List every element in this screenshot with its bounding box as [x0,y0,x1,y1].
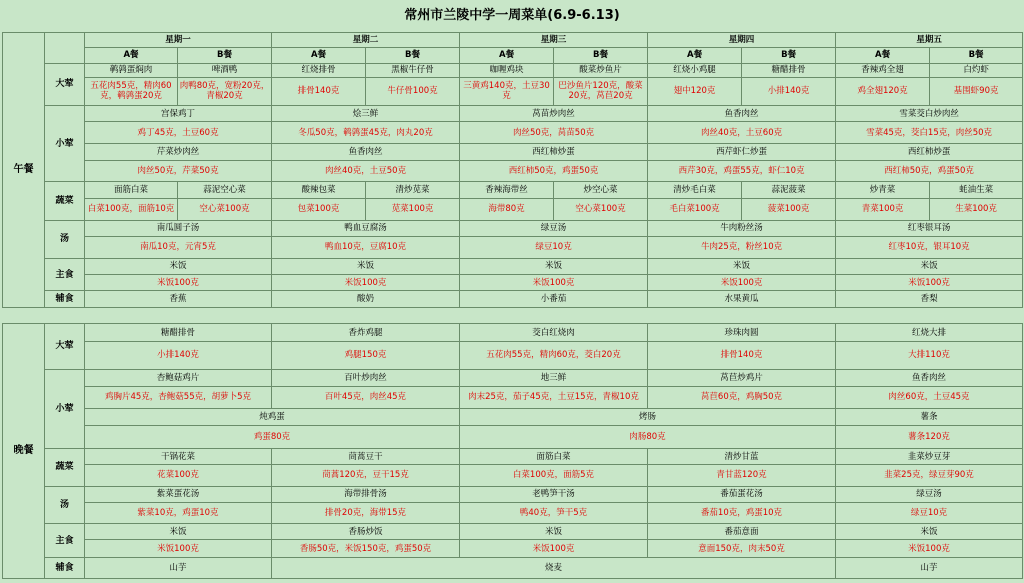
dish-ingredients: 翅中120克 [648,77,742,105]
category-side: 辅食 [45,291,85,308]
dish-ingredients: 小排140克 [742,77,836,105]
dish-name: 咖喱鸡块 [460,63,554,77]
dish-ingredients: 牛仔骨100克 [366,77,460,105]
category-soup: 汤 [45,220,85,258]
dish-name: 海带排骨汤 [272,486,460,502]
category-soup: 汤 [45,486,85,524]
dish-ingredients: 青菜100克 [836,198,930,220]
side-dish: 水果黄瓜 [648,291,836,308]
dish-name: 杏鲍菇鸡片 [85,369,272,386]
dish-name: 薯条 [836,409,1023,426]
dish-name: 蚝油生菜 [930,182,1023,198]
dish-ingredients: 空心菜100克 [178,198,272,220]
dish-name: 紫菜蛋花汤 [85,486,272,502]
dish-name: 蒜泥空心菜 [178,182,272,198]
dish-name: 芹菜炒肉丝 [85,144,272,160]
dish-ingredients: 肉丝40克，土豆60克 [648,122,836,144]
dish-name: 炒空心菜 [554,182,648,198]
dish-ingredients: 米饭100克 [460,540,648,558]
dish-ingredients: 鸭血10克，豆腐10克 [272,236,460,258]
dish-name: 西红柿炒蛋 [460,144,648,160]
meal-b-header: B餐 [742,48,836,63]
dish-ingredients: 米饭100克 [836,275,1023,291]
dish-ingredients: 毛白菜100克 [648,198,742,220]
dish-ingredients: 莴苣60克，鸡胸50克 [648,386,836,409]
dish-ingredients: 西红柿50克，鸡蛋50克 [836,160,1023,182]
category-staple: 主食 [45,524,85,558]
dish-name: 蒜泥菠菜 [742,182,836,198]
dish-name: 地三鲜 [460,369,648,386]
dish-name: 香炸鸡腿 [272,324,460,342]
dish-name: 红烧大排 [836,324,1023,342]
meal-a-header: A餐 [460,48,554,63]
dish-name: 绿豆汤 [836,486,1023,502]
meal-a-header: A餐 [648,48,742,63]
dish-name: 烤肠 [460,409,836,426]
dish-ingredients: 菠菜100克 [742,198,836,220]
dinner-label: 晚餐 [3,324,45,579]
dish-name: 香辣海带丝 [460,182,554,198]
meal-a-header: A餐 [272,48,366,63]
dish-name: 珍珠肉圆 [648,324,836,342]
day-header: 星期三 [460,33,648,48]
dish-name: 炒青菜 [836,182,930,198]
dish-ingredients: 肉丝50克，芹菜50克 [85,160,272,182]
dish-name: 鱼香肉丝 [648,106,836,122]
dish-ingredients: 肉末25克，茄子45克，土豆15克，青椒10克 [460,386,648,409]
meal-b-header: B餐 [930,48,1023,63]
dish-name: 米饭 [836,258,1023,274]
dish-name: 清炒苋菜 [366,182,460,198]
side-dish: 小番茄 [460,291,648,308]
dish-ingredients: 包菜100克 [272,198,366,220]
meal-a-header: A餐 [85,48,178,63]
dish-ingredients: 紫菜10克，鸡蛋10克 [85,502,272,524]
dish-ingredients: 巴沙鱼片120克，酸菜20克，莴苣20克 [554,77,648,105]
dish-ingredients: 基围虾90克 [930,77,1023,105]
day-header: 星期五 [836,33,1023,48]
day-header: 星期二 [272,33,460,48]
dish-ingredients: 海带80克 [460,198,554,220]
dish-name: 红烧排骨 [272,63,366,77]
dish-name: 米饭 [85,258,272,274]
category-veg: 蔬菜 [45,182,85,220]
dish-ingredients: 肉肠80克 [460,426,836,449]
dish-ingredients: 肉丝50克，莴苗50克 [460,122,648,144]
dish-name: 米饭 [836,524,1023,540]
dish-ingredients: 三黄鸡140克，土豆30克 [460,77,554,105]
dish-ingredients: 番茄10克，鸡蛋10克 [648,502,836,524]
dish-name: 绿豆汤 [460,220,648,236]
category-main: 大荤 [45,63,85,106]
side-dish: 香梨 [836,291,1023,308]
dish-name: 米饭 [460,524,648,540]
dish-ingredients: 牛肉25克，粉丝10克 [648,236,836,258]
dish-name: 鱼香肉丝 [272,144,460,160]
day-header: 星期四 [648,33,836,48]
dish-ingredients: 鸡胸片45克，杏鲍菇55克，胡萝卜5克 [85,386,272,409]
dish-ingredients: 大排110克 [836,342,1023,369]
dish-ingredients: 米饭100克 [85,275,272,291]
dish-ingredients: 五花肉55克，精肉60克，鹌鹑蛋20克 [85,77,178,105]
category-small: 小荤 [45,369,85,449]
dish-ingredients: 五花肉55克，精肉60克，茭白20克 [460,342,648,369]
dish-ingredients: 意面150克，肉末50克 [648,540,836,558]
dish-name: 西芹虾仁炒蛋 [648,144,836,160]
dish-name: 鹌鹑蛋焖肉 [85,63,178,77]
dish-name: 莴苣炒鸡片 [648,369,836,386]
dish-ingredients: 米饭100克 [272,275,460,291]
dish-name: 清炒甘蓝 [648,449,836,465]
lunch-label: 午餐 [3,33,45,308]
dish-name: 酸菜炒鱼片 [554,63,648,77]
dish-name: 牛肉粉丝汤 [648,220,836,236]
dish-name: 香辣鸡全翅 [836,63,930,77]
dish-ingredients: 鸡丁45克，土豆60克 [85,122,272,144]
dish-name: 鱼香肉丝 [836,369,1023,386]
dish-ingredients: 排骨140克 [272,77,366,105]
dish-name: 面筋白菜 [460,449,648,465]
dish-name: 米饭 [648,258,836,274]
dish-name: 米饭 [272,258,460,274]
dish-ingredients: 绿豆10克 [460,236,648,258]
side-dish: 酸奶 [272,291,460,308]
dish-name: 面筋白菜 [85,182,178,198]
dish-name: 南瓜圆子汤 [85,220,272,236]
meal-b-header: B餐 [366,48,460,63]
dish-ingredients: 米饭100克 [648,275,836,291]
dish-name: 黑椒牛仔骨 [366,63,460,77]
dinner-table [2,323,1023,579]
dish-ingredients: 米饭100克 [836,540,1023,558]
dish-ingredients: 冬瓜50克，鹌鹑蛋45克，肉丸20克 [272,122,460,144]
day-header: 星期一 [85,33,272,48]
dish-ingredients: 肉丝40克，土豆50克 [272,160,460,182]
category-main: 大荤 [45,324,85,370]
meal-a-header: A餐 [836,48,930,63]
dish-name: 米饭 [460,258,648,274]
lunch-table [2,32,1023,308]
dish-ingredients: 苋菜100克 [366,198,460,220]
dish-name: 啤酒鸭 [178,63,272,77]
category-staple: 主食 [45,258,85,291]
dish-name: 清炒毛白菜 [648,182,742,198]
side-dish: 山芋 [85,558,272,579]
dish-name: 干锅花菜 [85,449,272,465]
dish-name: 烩三鲜 [272,106,460,122]
dish-ingredients: 鸡全翅120克 [836,77,930,105]
dish-ingredients: 茼蒿120克，豆干15克 [272,465,460,487]
dish-name: 酸辣包菜 [272,182,366,198]
dish-ingredients: 米饭100克 [85,540,272,558]
dish-name: 雪菜茭白炒肉丝 [836,106,1023,122]
dish-ingredients: 西芹30克，鸡蛋55克，虾仁10克 [648,160,836,182]
dish-ingredients: 米饭100克 [460,275,648,291]
dish-name: 番茄意面 [648,524,836,540]
dish-ingredients: 绿豆10克 [836,502,1023,524]
page-title: 常州市兰陵中学一周菜单(6.9-6.13) [404,8,620,23]
dish-ingredients: 鸡蛋80克 [85,426,460,449]
category-side: 辅食 [45,558,85,579]
category-small: 小荤 [45,106,85,182]
dish-ingredients: 排骨20克，海带15克 [272,502,460,524]
side-dish: 山芋 [836,558,1023,579]
dish-name: 糖醋排骨 [742,63,836,77]
dish-name: 糖醋排骨 [85,324,272,342]
dish-ingredients: 韭菜25克，绿豆芽90克 [836,465,1023,487]
dish-name: 百叶炒肉丝 [272,369,460,386]
side-dish: 烧麦 [272,558,836,579]
dish-name: 红枣银耳汤 [836,220,1023,236]
dish-name: 番茄蛋花汤 [648,486,836,502]
dish-ingredients: 小排140克 [85,342,272,369]
dish-name: 茭白红烧肉 [460,324,648,342]
dish-ingredients: 红枣10克，银耳10克 [836,236,1023,258]
dish-ingredients: 肉丝60克，土豆45克 [836,386,1023,409]
dish-name: 老鸭笋干汤 [460,486,648,502]
dish-ingredients: 鸭40克，笋干5克 [460,502,648,524]
dish-ingredients: 白菜100克，面筋10克 [85,198,178,220]
dish-ingredients: 鸡腿150克 [272,342,460,369]
dish-name: 茼蒿豆干 [272,449,460,465]
dish-name: 宫保鸡丁 [85,106,272,122]
meal-b-header: B餐 [178,48,272,63]
dish-name: 香肠炒饭 [272,524,460,540]
dish-ingredients: 香肠50克，米饭150克，鸡蛋50克 [272,540,460,558]
dish-ingredients: 白菜100克，面筋5克 [460,465,648,487]
dish-name: 韭菜炒豆芽 [836,449,1023,465]
meal-b-header: B餐 [554,48,648,63]
dish-ingredients: 薯条120克 [836,426,1023,449]
dish-ingredients: 百叶45克，肉丝45克 [272,386,460,409]
dish-ingredients: 青甘蓝120克 [648,465,836,487]
dish-name: 炖鸡蛋 [85,409,460,426]
dish-ingredients: 肉鸭80克，宽粉20克，青椒20克 [178,77,272,105]
dish-ingredients: 排骨140克 [648,342,836,369]
dish-ingredients: 空心菜100克 [554,198,648,220]
category-veg: 蔬菜 [45,449,85,487]
dish-name: 莴苗炒肉丝 [460,106,648,122]
dish-ingredients: 花菜100克 [85,465,272,487]
dish-ingredients: 生菜100克 [930,198,1023,220]
dish-name: 米饭 [85,524,272,540]
dish-name: 红烧小鸡腿 [648,63,742,77]
dish-name: 鸭血豆腐汤 [272,220,460,236]
dish-ingredients: 西红柿50克，鸡蛋50克 [460,160,648,182]
side-dish: 香蕉 [85,291,272,308]
dish-name: 白灼虾 [930,63,1023,77]
dish-ingredients: 南瓜10克，元宵5克 [85,236,272,258]
dish-name: 西红柿炒蛋 [836,144,1023,160]
dish-ingredients: 雪菜45克，茭白15克，肉丝50克 [836,122,1023,144]
